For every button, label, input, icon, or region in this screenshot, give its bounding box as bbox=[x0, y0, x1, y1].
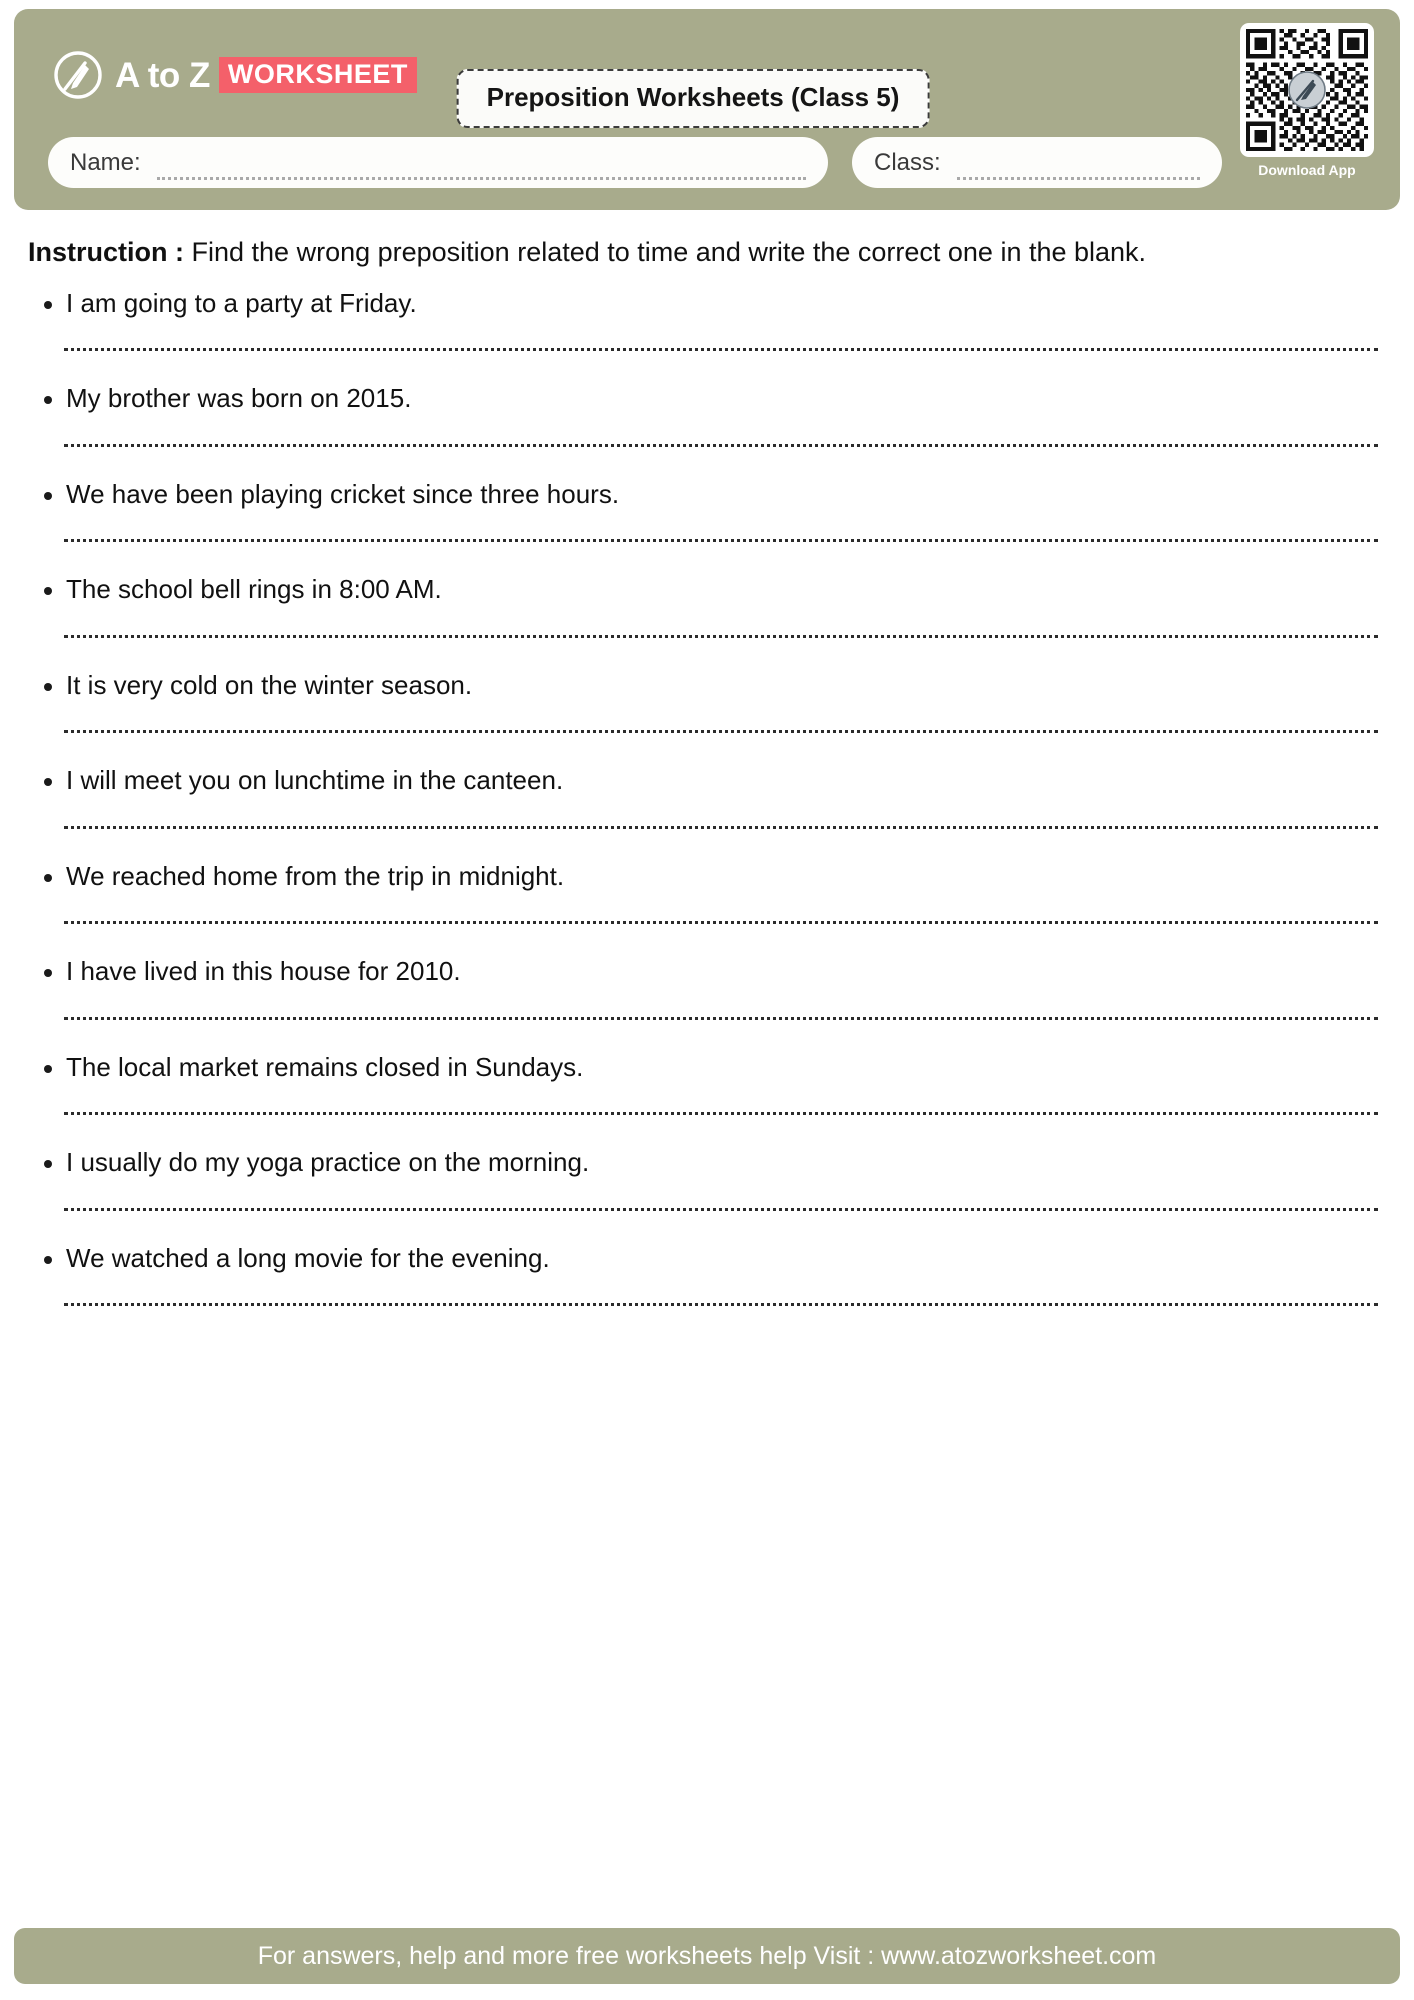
question-text: I am going to a party at Friday. bbox=[66, 287, 417, 318]
bullet-icon bbox=[44, 1256, 52, 1264]
question-item bbox=[28, 669, 1378, 734]
question-row bbox=[28, 287, 1378, 320]
question-row bbox=[28, 955, 1378, 988]
worksheet-footer bbox=[14, 1928, 1400, 1984]
question-item bbox=[28, 955, 1378, 1020]
question-row bbox=[28, 669, 1378, 702]
worksheet-title-badge bbox=[457, 69, 930, 128]
question-text: We reached home from the trip in midnight. bbox=[66, 860, 565, 891]
bullet-icon bbox=[44, 969, 52, 977]
question-item bbox=[28, 1146, 1378, 1211]
question-item bbox=[28, 1242, 1378, 1307]
qr-code-icon[interactable] bbox=[1240, 23, 1374, 157]
answer-line[interactable] bbox=[64, 826, 1378, 829]
answer-line[interactable] bbox=[64, 348, 1378, 351]
footer-text: For answers, help and more free worksheets help Visit : www.atozworksheet.com bbox=[257, 1941, 1157, 1970]
answer-line[interactable] bbox=[64, 1303, 1378, 1306]
brand-badge: WORKSHEET bbox=[219, 57, 417, 93]
question-item bbox=[28, 382, 1378, 447]
brand-logo bbox=[52, 49, 417, 101]
question-text: We watched a long movie for the evening. bbox=[66, 1242, 550, 1273]
question-list bbox=[28, 287, 1378, 1307]
question-item bbox=[28, 860, 1378, 925]
class-field-input[interactable] bbox=[957, 158, 1200, 180]
question-item bbox=[28, 764, 1378, 829]
question-item bbox=[28, 287, 1378, 352]
question-row bbox=[28, 478, 1378, 511]
answer-line[interactable] bbox=[64, 444, 1378, 447]
question-row bbox=[28, 1146, 1378, 1179]
question-text: I will meet you on lunchtime in the canteen. bbox=[66, 765, 564, 796]
question-text: It is very cold on the winter season. bbox=[66, 669, 473, 700]
instruction-line bbox=[28, 234, 1378, 271]
worksheet-header bbox=[14, 9, 1400, 210]
instruction-label: Instruction : bbox=[28, 237, 184, 267]
question-item bbox=[28, 1051, 1378, 1116]
question-row bbox=[28, 382, 1378, 415]
download-app-label: Download App bbox=[1258, 162, 1356, 178]
question-row bbox=[28, 1051, 1378, 1084]
name-field-label: Name: bbox=[70, 148, 141, 176]
page-title: Preposition Worksheets (Class 5) bbox=[486, 82, 900, 112]
answer-line[interactable] bbox=[64, 1208, 1378, 1211]
name-field-input[interactable] bbox=[157, 158, 806, 180]
bullet-icon bbox=[44, 1160, 52, 1168]
question-text: The school bell rings in 8:00 AM. bbox=[66, 574, 442, 605]
bullet-icon bbox=[44, 1065, 52, 1073]
qr-center-logo-icon bbox=[1288, 71, 1326, 109]
answer-line[interactable] bbox=[64, 921, 1378, 924]
question-row bbox=[28, 860, 1378, 893]
answer-line[interactable] bbox=[64, 1112, 1378, 1115]
bullet-icon bbox=[44, 492, 52, 500]
answer-line[interactable] bbox=[64, 539, 1378, 542]
worksheet-content bbox=[0, 210, 1414, 1928]
pen-in-circle-icon bbox=[52, 49, 104, 101]
question-text: I have lived in this house for 2010. bbox=[66, 956, 461, 987]
bullet-icon bbox=[44, 683, 52, 691]
answer-line[interactable] bbox=[64, 1017, 1378, 1020]
download-app-qr[interactable] bbox=[1240, 23, 1374, 178]
answer-line[interactable] bbox=[64, 635, 1378, 638]
question-row bbox=[28, 573, 1378, 606]
question-text: I usually do my yoga practice on the morning. bbox=[66, 1147, 590, 1178]
bullet-icon bbox=[44, 874, 52, 882]
name-field[interactable] bbox=[48, 137, 828, 188]
class-field[interactable] bbox=[852, 137, 1222, 188]
question-item bbox=[28, 573, 1378, 638]
bullet-icon bbox=[44, 301, 52, 309]
question-text: We have been playing cricket since three hours. bbox=[66, 478, 620, 509]
bullet-icon bbox=[44, 587, 52, 595]
answer-line[interactable] bbox=[64, 730, 1378, 733]
question-item bbox=[28, 478, 1378, 543]
class-field-label: Class: bbox=[874, 148, 941, 176]
bullet-icon bbox=[44, 778, 52, 786]
instruction-text: Find the wrong preposition related to time and write the correct one in the blank. bbox=[191, 237, 1147, 267]
question-text: My brother was born on 2015. bbox=[66, 383, 412, 414]
question-row bbox=[28, 764, 1378, 797]
question-row bbox=[28, 1242, 1378, 1275]
bullet-icon bbox=[44, 396, 52, 404]
question-text: The local market remains closed in Sundays. bbox=[66, 1051, 584, 1082]
brand-name: A to Z bbox=[115, 55, 210, 95]
